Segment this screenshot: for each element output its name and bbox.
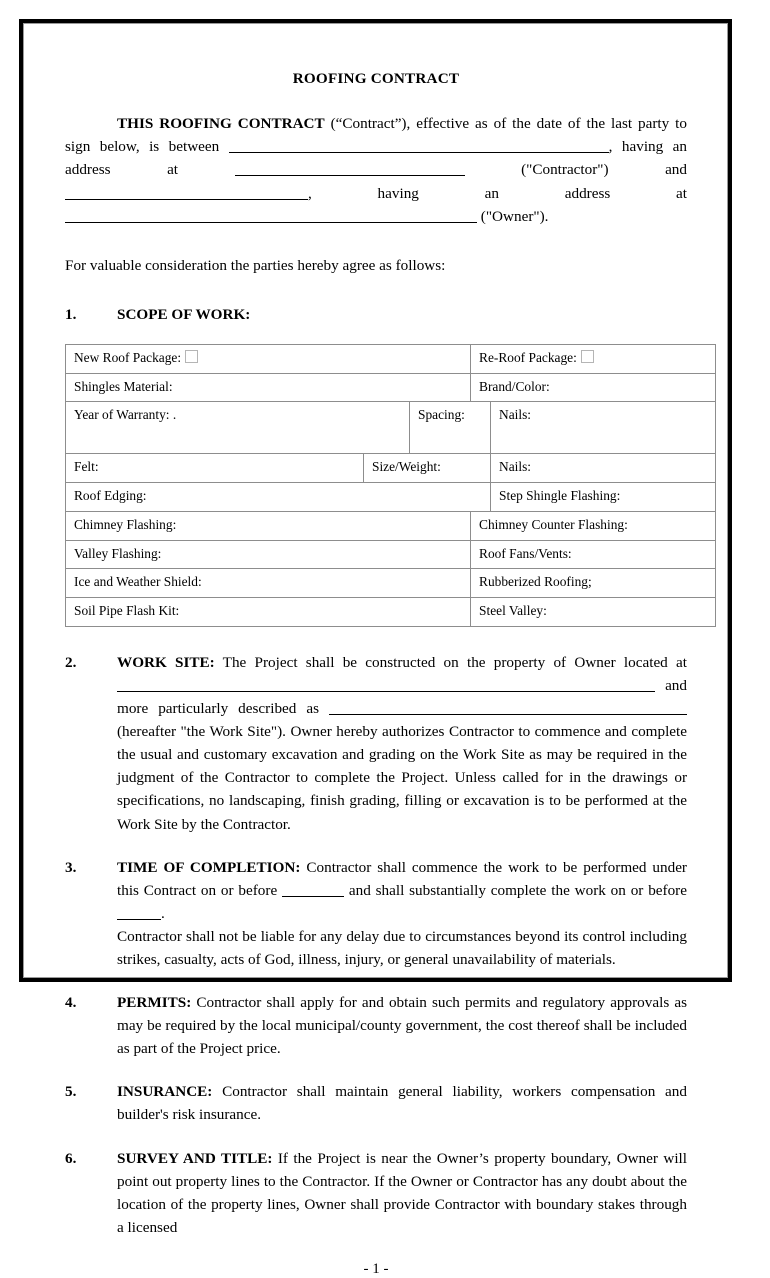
cell-shingles-material[interactable] (66, 373, 471, 402)
cell-label: Nails: (499, 407, 532, 423)
intro-segment-1: (“Contract”), effective as of the date of the last party to sign below, is between (65, 115, 687, 156)
time-segment-1: Contractor shall commence the work to be performed under this Contract on or before (117, 858, 687, 899)
cell-roof-edging[interactable] (66, 483, 491, 512)
cell-step-shingle-flashing[interactable] (491, 483, 716, 512)
section-heading: SURVEY AND TITLE: (117, 1149, 273, 1167)
cell-size-weight[interactable] (364, 454, 491, 483)
section-work-site (65, 651, 687, 836)
table-row (66, 373, 716, 402)
spacer (65, 88, 687, 112)
cell-brand-color[interactable] (471, 373, 716, 402)
page-number-footer: - 1 - (363, 1260, 389, 1277)
spacer (65, 277, 687, 303)
work-site-segment-3: (hereafter "the Work Site"). Owner hereby authorizes Contractor to commence and complete the usual and customary excavation and grading on the Work Site as may be required in the judgment of the Contractor to complete the Project. Unless called for in the drawings or specifications, no landscaping, finish grading, filling or excavation is to be performed at the Work Site by the Contractor. (117, 723, 687, 833)
cell-label: Roof Fans/Vents: (479, 545, 572, 561)
cell-label: Re-Roof Package: (479, 349, 577, 365)
scope-of-work-table (65, 344, 716, 627)
cell-label: Ice and Weather Shield: (74, 574, 202, 590)
table-row (66, 598, 716, 627)
cell-label: Valley Flashing: (74, 545, 162, 561)
cell-label: Steel Valley: (479, 603, 547, 619)
work-site-segment-1: The Project shall be constructed on the property of Owner located at (214, 653, 687, 671)
blank-work-site-location[interactable] (117, 677, 655, 692)
cell-label: Chimney Counter Flashing: (479, 516, 628, 532)
spacer (65, 836, 687, 856)
cell-valley-flashing[interactable] (66, 540, 471, 569)
table-row (66, 454, 716, 483)
cell-nails-felt[interactable] (491, 454, 716, 483)
cell-ice-and-weather-shield[interactable] (66, 569, 471, 598)
page-title: ROOFING CONTRACT (292, 70, 460, 87)
page-frame (19, 19, 732, 1277)
re-roof-package-checkbox[interactable] (581, 350, 594, 363)
cell-label: Shingles Material: (74, 378, 173, 394)
section-number: 3. (65, 858, 77, 876)
cell-new-roof-package[interactable] (66, 344, 471, 373)
table-row (66, 344, 716, 373)
section-scope-of-work (65, 303, 687, 326)
spacer (65, 971, 687, 991)
cell-label: Soil Pipe Flash Kit: (74, 603, 180, 619)
intro-segment-4: , having an address at (308, 184, 687, 202)
cell-year-of-warranty[interactable] (66, 402, 410, 454)
work-site-segment-2: and more particularly described as (117, 676, 687, 718)
insurance-body: Contractor shall maintain general liability, workers compensation and builder's risk insurance. (117, 1083, 687, 1124)
consideration-line: For valuable consideration the parties hereby agree as follows: (65, 256, 446, 274)
cell-label: Step Shingle Flashing: (499, 488, 621, 504)
intro-paragraph (65, 112, 687, 227)
cell-chimney-counter-flashing[interactable] (471, 511, 716, 540)
blank-owner-address[interactable] (65, 207, 477, 222)
table-row (66, 483, 716, 512)
spacer (65, 1060, 687, 1080)
table-row (66, 569, 716, 598)
cell-roof-fans-vents[interactable] (471, 540, 716, 569)
cell-label: Rubberized Roofing; (479, 574, 592, 590)
spacer (65, 627, 687, 651)
blank-owner-name[interactable] (65, 184, 308, 199)
intro-segment-5: ("Owner"). (477, 207, 549, 225)
section-heading: TIME OF COMPLETION: (117, 858, 301, 876)
section-time-of-completion (65, 856, 687, 971)
section-heading: PERMITS: (117, 994, 192, 1012)
page-inner-border (23, 23, 728, 1277)
section-number: 1. (65, 305, 77, 323)
cell-chimney-flashing[interactable] (66, 511, 471, 540)
cell-label: New Roof Package: (74, 349, 182, 365)
blank-work-site-description[interactable] (329, 700, 687, 715)
cell-rubberized-roofing[interactable] (471, 569, 716, 598)
blank-contractor-name[interactable] (229, 138, 609, 153)
intro-segment-2: , having an address at (65, 138, 687, 179)
section-survey-and-title (65, 1147, 687, 1239)
cell-label: Chimney Flashing: (74, 516, 177, 532)
blank-completion-date[interactable] (117, 904, 161, 919)
section-heading: INSURANCE: (117, 1083, 213, 1101)
cell-felt[interactable] (66, 454, 364, 483)
section-number: 4. (65, 994, 77, 1012)
cell-re-roof-package[interactable] (471, 344, 716, 373)
cell-spacing[interactable] (410, 402, 491, 454)
blank-contractor-address[interactable] (235, 161, 465, 176)
cell-soil-pipe-flash-kit[interactable] (66, 598, 471, 627)
table-row (66, 511, 716, 540)
cell-label: Nails: (499, 459, 532, 475)
table-row (66, 402, 716, 454)
cell-label: Year of Warranty: . (74, 407, 177, 423)
cell-label: Size/Weight: (372, 459, 441, 475)
time-last-line: Contractor shall not be liable for any delay due to circumstances beyond its control including strikes, casualty, acts of God, illness, injury, or general unavailability of materials. (117, 927, 687, 969)
spacer (65, 228, 687, 254)
cell-label: Roof Edging: (74, 488, 147, 504)
survey-body: If the Project is near the Owner’s property boundary, Owner will point out property lines to the Contractor. If the Owner or Contractor has any doubt about the location of the property lines, Owner shall provide Contractor with boundary stakes through a licensed (117, 1149, 687, 1236)
section-number: 6. (65, 1149, 77, 1167)
time-segment-3: . (161, 904, 165, 922)
section-heading: SCOPE OF WORK: (117, 305, 251, 323)
section-insurance (65, 1080, 687, 1126)
table-row (66, 540, 716, 569)
cell-label: Felt: (74, 459, 99, 475)
new-roof-package-checkbox[interactable] (185, 350, 198, 363)
cell-nails-shingles[interactable] (491, 402, 716, 454)
cell-label: Brand/Color: (479, 378, 550, 394)
intro-segment-3: ("Contractor") and (464, 161, 687, 179)
permits-body: Contractor shall apply for and obtain such permits and regulatory approvals as may be required by the local municipal/county government, the cost thereof shall be included as part of the Project price. (117, 994, 687, 1058)
intro-lead-bold: THIS ROOFING CONTRACT (117, 115, 325, 133)
section-permits (65, 991, 687, 1060)
section-number: 5. (65, 1083, 77, 1101)
spacer (65, 1127, 687, 1147)
blank-commence-date[interactable] (282, 881, 344, 896)
section-heading: WORK SITE: (117, 653, 215, 671)
cell-steel-valley[interactable] (471, 598, 716, 627)
time-segment-2: and shall substantially complete the work on or before (344, 881, 687, 899)
cell-label: Spacing: (418, 407, 465, 423)
document-sheet (24, 24, 727, 1277)
section-number: 2. (65, 653, 77, 671)
